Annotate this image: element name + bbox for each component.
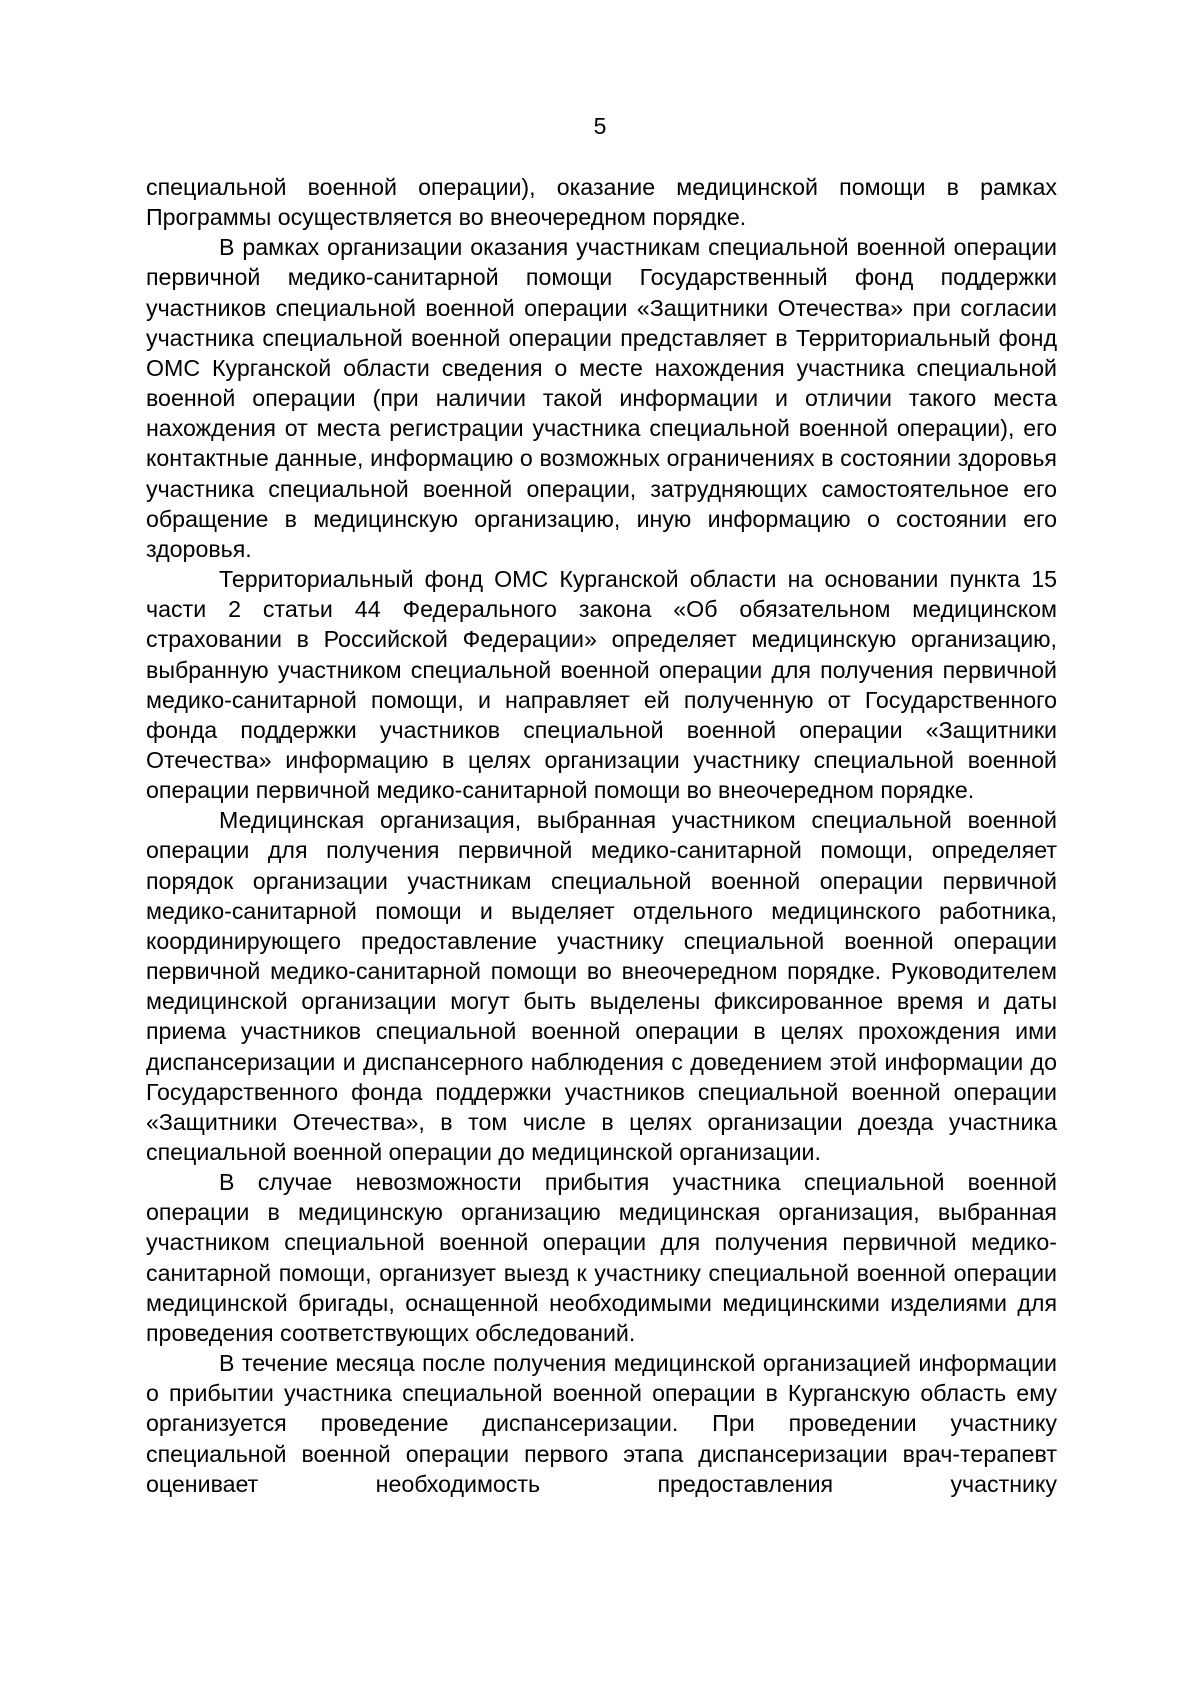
paragraph: В случае невозможности прибытия участника специальной военной операции в медицинскую организацию медицинская организация, выбранная участником специальной военной операции для получения первичной медико-санитарной помощи, организует выезд к участнику специальной военной операции медицинской бригады, оснащенной необходимыми медицинскими изделиями для проведения соответствующих обследований. <box>146 1169 1057 1346</box>
paragraph: специальной военной операции), оказание медицинской помощи в рамках Программы осуществляется во внеочередном порядке. <box>146 174 1057 231</box>
document-body <box>146 172 1057 1499</box>
paragraph: В рамках организации оказания участникам специальной военной операции первичной медико-санитарной помощи Государственный фонд поддержки участников специальной военной операции «Защитники Отечества» при согласии участника специальной военной операции представляет в Территориальный фонд ОМС Курганской области сведения о месте нахождения участника специальной военной операции (при наличии такой информации и отличии такого места нахождения от места регистрации участника специальной военной операции), его контактные данные, информацию о возможных ограничениях в состоянии здоровья участника специальной военной операции, затрудняющих самостоятельное его обращение в медицинскую организацию, иную информацию о состоянии его здоровья. <box>146 234 1057 562</box>
paragraph: В течение месяца после получения медицинской организацией информации о прибытии участника специальной военной операции в Курганскую область ему организуется проведение диспансеризации. При проведении участнику специальной военной операции первого этапа диспансеризации врач-терапевт оценивает необходимость предоставления участнику <box>146 1350 1057 1497</box>
paragraph: Территориальный фонд ОМС Курганской области на основании пункта 15 части 2 статьи 44 Федерального закона «Об обязательном медицинском страховании в Российской Федерации» определяет медицинскую организацию, выбранную участником специальной военной операции для получения первичной медико-санитарной помощи, и направляет ей полученную от Государственного фонда поддержки участников специальной военной операции «Защитники Отечества» информацию в целях организации участнику специальной военной операции первичной медико-санитарной помощи во внеочередном порядке. <box>146 566 1057 804</box>
paragraph: Медицинская организация, выбранная участником специальной военной операции для получения первичной медико-санитарной помощи, определяет порядок организации участникам специальной военной операции первичной медико-санитарной помощи и выделяет отдельного медицинского работника, координирующего предоставление участнику специальной военной операции первичной медико-санитарной помощи во внеочередном порядке. Руководителем медицинской организации могут быть выделены фиксированное время и даты приема участников специальной военной операции в целях прохождения ими диспансеризации и диспансерного наблюдения с доведением этой информации до Государственного фонда поддержки участников специальной военной операции «Защитники Отечества», в том числе в целях организации доезда участника специальной военной операции до медицинской организации. <box>146 807 1057 1165</box>
page-number: 5 <box>593 113 607 139</box>
